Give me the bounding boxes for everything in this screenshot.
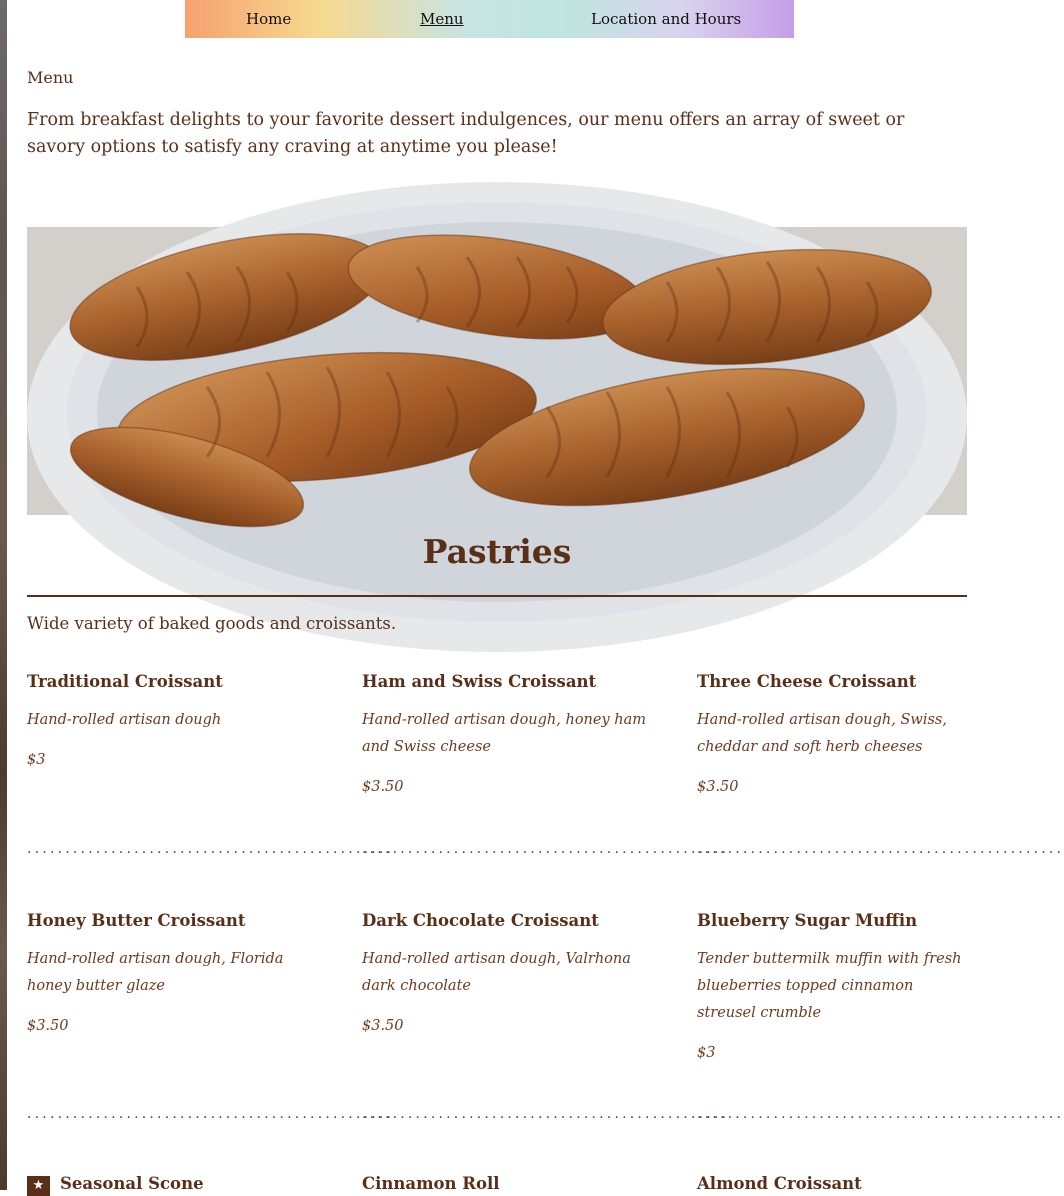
item-price: $3.50 xyxy=(27,1018,69,1034)
nav-home-link[interactable]: Home xyxy=(246,10,292,28)
top-navigation xyxy=(185,0,794,38)
menu-item xyxy=(697,1174,967,1193)
item-price: $3.50 xyxy=(362,1018,404,1034)
menu-item xyxy=(697,672,967,795)
item-name: Three Cheese Croissant xyxy=(697,672,917,691)
item-price: $3 xyxy=(27,752,46,768)
section-divider xyxy=(27,595,967,597)
intro-text: From breakfast delights to your favorite dessert indulgences, our menu offers an array of sweet or savory options to satisfy any craving at anytime you please! xyxy=(27,110,905,157)
item-description: Hand-rolled artisan dough, Swiss, cheddar and soft herb cheeses xyxy=(697,712,947,755)
item-name: Ham and Swiss Croissant xyxy=(362,672,597,691)
left-decorative-strip xyxy=(0,0,7,1190)
menu-item xyxy=(362,911,652,1034)
dotted-separator: ................................................ xyxy=(697,841,1064,857)
item-description: Hand-rolled artisan dough, honey ham and Swiss cheese xyxy=(362,712,647,755)
item-price: $3.50 xyxy=(697,779,739,795)
item-name: Seasonal Scone xyxy=(60,1174,204,1193)
dotted-separator: ................................................ xyxy=(362,1106,730,1122)
item-price: $3 xyxy=(697,1045,716,1061)
item-description: Hand-rolled artisan dough, Valrhona dark chocolate xyxy=(362,951,631,994)
dotted-separator: ................................................ xyxy=(697,1106,1064,1122)
croissant-plate-illustration xyxy=(27,227,967,515)
item-description: Tender buttermilk muffin with fresh blueberries topped cinnamon streusel crumble xyxy=(697,951,962,1021)
page-label: Menu xyxy=(27,68,74,87)
menu-item xyxy=(27,672,317,768)
item-name: Dark Chocolate Croissant xyxy=(362,911,599,930)
section-description: Wide variety of baked goods and croissants. xyxy=(27,614,397,633)
star-icon: ★ xyxy=(27,1176,50,1196)
item-price: $3.50 xyxy=(362,779,404,795)
nav-location-hours-link[interactable]: Location and Hours xyxy=(591,10,742,28)
menu-item xyxy=(697,911,967,1061)
item-name: Almond Croissant xyxy=(697,1174,862,1193)
section-title-pastries: Pastries xyxy=(422,532,572,571)
menu-item xyxy=(60,1174,350,1193)
hero-croissants-image xyxy=(27,227,967,515)
menu-item xyxy=(362,1174,652,1193)
item-name: Honey Butter Croissant xyxy=(27,911,246,930)
nav-menu-link[interactable]: Menu xyxy=(420,10,464,28)
item-name: Cinnamon Roll xyxy=(362,1174,500,1193)
item-name: Traditional Croissant xyxy=(27,672,223,691)
dotted-separator: ................................................ xyxy=(27,1106,395,1122)
item-description: Hand-rolled artisan dough, Florida honey butter glaze xyxy=(27,951,284,994)
menu-item xyxy=(27,911,317,1034)
item-name: Blueberry Sugar Muffin xyxy=(697,911,918,930)
dotted-separator: ................................................ xyxy=(27,841,395,857)
dotted-separator: ................................................ xyxy=(362,841,730,857)
item-description: Hand-rolled artisan dough xyxy=(27,712,222,728)
menu-item xyxy=(362,672,652,795)
